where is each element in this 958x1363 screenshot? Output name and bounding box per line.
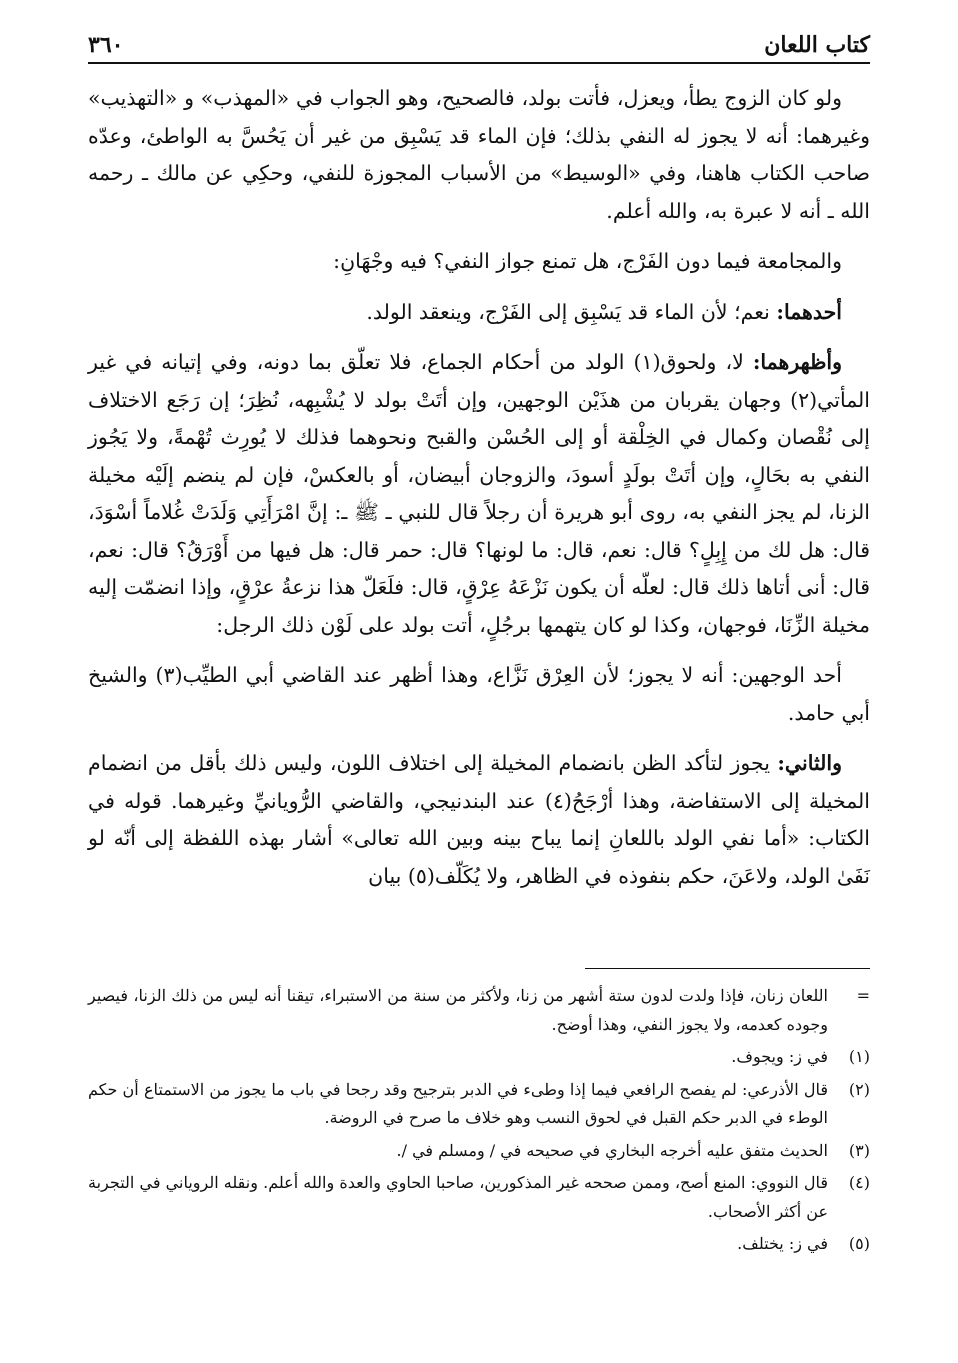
footnote xyxy=(88,982,870,1039)
paragraph: أحدهما: نعم؛ لأن الماء قد يَسْبِق إلى الفَرْج، وينعقد الولد. xyxy=(366,299,842,324)
footnote xyxy=(88,1076,870,1133)
page-header xyxy=(88,28,870,64)
paragraph-lead: والثاني: xyxy=(777,751,842,775)
paragraph: وأظهرهما: لا، ولحوق(١) الولد من أحكام الجماع، فلا تعلّق بما دونه، وفي إتيانه في غير المأتي(٢) وجهان يقربان من هذَيْن الوجهين، وإن أتَتْ بولد لا يُشْبِهه، نُظِرَ؛ إن رَجَع الاختلاف إلى نُقْصان وكمال في الخِلْقة أو إلى الحُسْن والقبح ونحوهما فذلك لا يُورِث تُهْمةً، ولا يَجُوز النفي به بحَالٍ، وإن أتَتْ بولَدٍ أسودَ، والزوجان أبيضان، أو بالعكسْ، فإن لم ينضم إلَيْه مخيلة الزنا، لم يجز النفي به، روى أبو هريرة أن رجلاً قال للنبي ـ ﷺ ـ: إنَّ امْرَأَتِي وَلَدَتْ غُلاماً أسْوَدَ، قال: هل لك من إِبِلٍ؟ قال: نعم، قال: ما لونها؟ قال: حمر قال: هل فيها من أَوْرَقُ؟ قال: نعم، قال: أنى أتاها ذلك قال: لعلّه أن يكون نَزْعَهُ عِرْقٍ، قال: فلَعَلّ هذا نزعةُ عرْقٍ، وإذا انضمّت إليه مخيلة الزِّنَا، فوجهان، وكذا لو كان يتهمها برجُلٍ، أتت بولد على لَوْن ذلك الرجل: xyxy=(88,350,870,637)
paragraph-lead: وأظهرهما: xyxy=(752,350,842,374)
footnote-text: اللعان زنان، فإذا ولدت لدون ستة أشهر من زنا، ولأكثر من سنة من الاستبراء، تيقنا أنه ليس من ذلك الزنا، فيصير وجوده كعدمه، ولا يجوز النفي، وهذا أوضح. xyxy=(88,986,828,1034)
footnote-marker: (٢) xyxy=(848,1079,870,1099)
footnote-marker: (٥) xyxy=(848,1234,870,1253)
paragraph: والثاني: يجوز لتأكد الظن بانضمام المخيلة إلى اختلاف اللون، وليس ذلك بأقل من انضمام المخيلة إلى الاستفاضة، وهذا أرْجَحُ(٤) عند البندنيجي، والقاضي الرُّويانيِّ وغيرهما. قوله في الكتاب: «أما نفي الولد باللعانِ إنما يباح بينه وبين الله تعالى» أشار بهذه اللفظة إلى أنّه لو نَفَىٰ الولد، ولاعَنَ، حكم بنفوذه في الظاهر، ولا يُكَلّف(٥) بيان xyxy=(88,751,870,888)
footnote-text: في ز: يختلف. xyxy=(737,1234,828,1253)
footnote xyxy=(88,1230,870,1259)
footnote-separator xyxy=(585,968,870,969)
footnote xyxy=(88,1137,870,1166)
paragraph: أحد الوجهين: أنه لا يجوز؛ لأن العِرْق نَزَّاع، وهذا أظهر عند القاضي أبي الطيِّب(٣) والشيخ أبي حامد. xyxy=(88,663,870,725)
page-number: ٣٦٠ xyxy=(88,32,124,58)
footnote xyxy=(88,1043,870,1072)
footnote-text: قال النووي: المنع أصح، وممن صححه غير المذكورين، صاحبا الحاوي والعدة والله أعلم. ونقله الروياني في التجربة عن أكثر الأصحاب. xyxy=(88,1173,828,1221)
footnote xyxy=(88,1169,870,1226)
paragraph: والمجامعة فيما دون الفَرْج، هل تمنع جواز النفي؟ فيه وجْهَانِ: xyxy=(333,249,842,273)
footnote-marker: (٤) xyxy=(848,1173,870,1192)
footnote-text: في ز: ويجوف. xyxy=(731,1047,828,1066)
main-text xyxy=(88,80,870,908)
footnote-marker: (١) xyxy=(848,1047,870,1066)
footnotes xyxy=(88,982,870,1263)
footnote-text: قال الأذرعي: لم يفصح الرافعي فيما إذا وطىء في الدبر بترجيح وقد رجحا في باب ما يجوز من الاستمتاع أن حكم الوطء في الدبر حكم القبل في لحوق النسب وهو خلاف ما صرح في الروضة. xyxy=(88,1079,828,1127)
running-title: كتاب اللعان xyxy=(764,32,870,58)
paragraph: ولو كان الزوج يطأ، ويعزل، فأتت بولد، فالصحيح، وهو الجواب في «المهذب» و «التهذيب» وغيرهما: أنه لا يجوز له النفي بذلك؛ فإن الماء قد يَسْبِق من غير أن يَحُسَّ به الواطئ، وعدّه صاحب الكتاب هاهنا، وفي «الوسيط» من الأسباب المجوزة للنفي، وحكِي عن مالك ـ رحمه الله ـ أنه لا عبرة به، والله أعلم. xyxy=(88,86,870,223)
footnote-marker: (٣) xyxy=(848,1140,870,1160)
paragraph-lead: أحدهما: xyxy=(776,299,842,324)
footnote-text: الحديث متفق عليه أخرجه البخاري في صحيحه في / ومسلم في /. xyxy=(396,1140,828,1160)
footnote-marker: = xyxy=(856,986,870,1005)
